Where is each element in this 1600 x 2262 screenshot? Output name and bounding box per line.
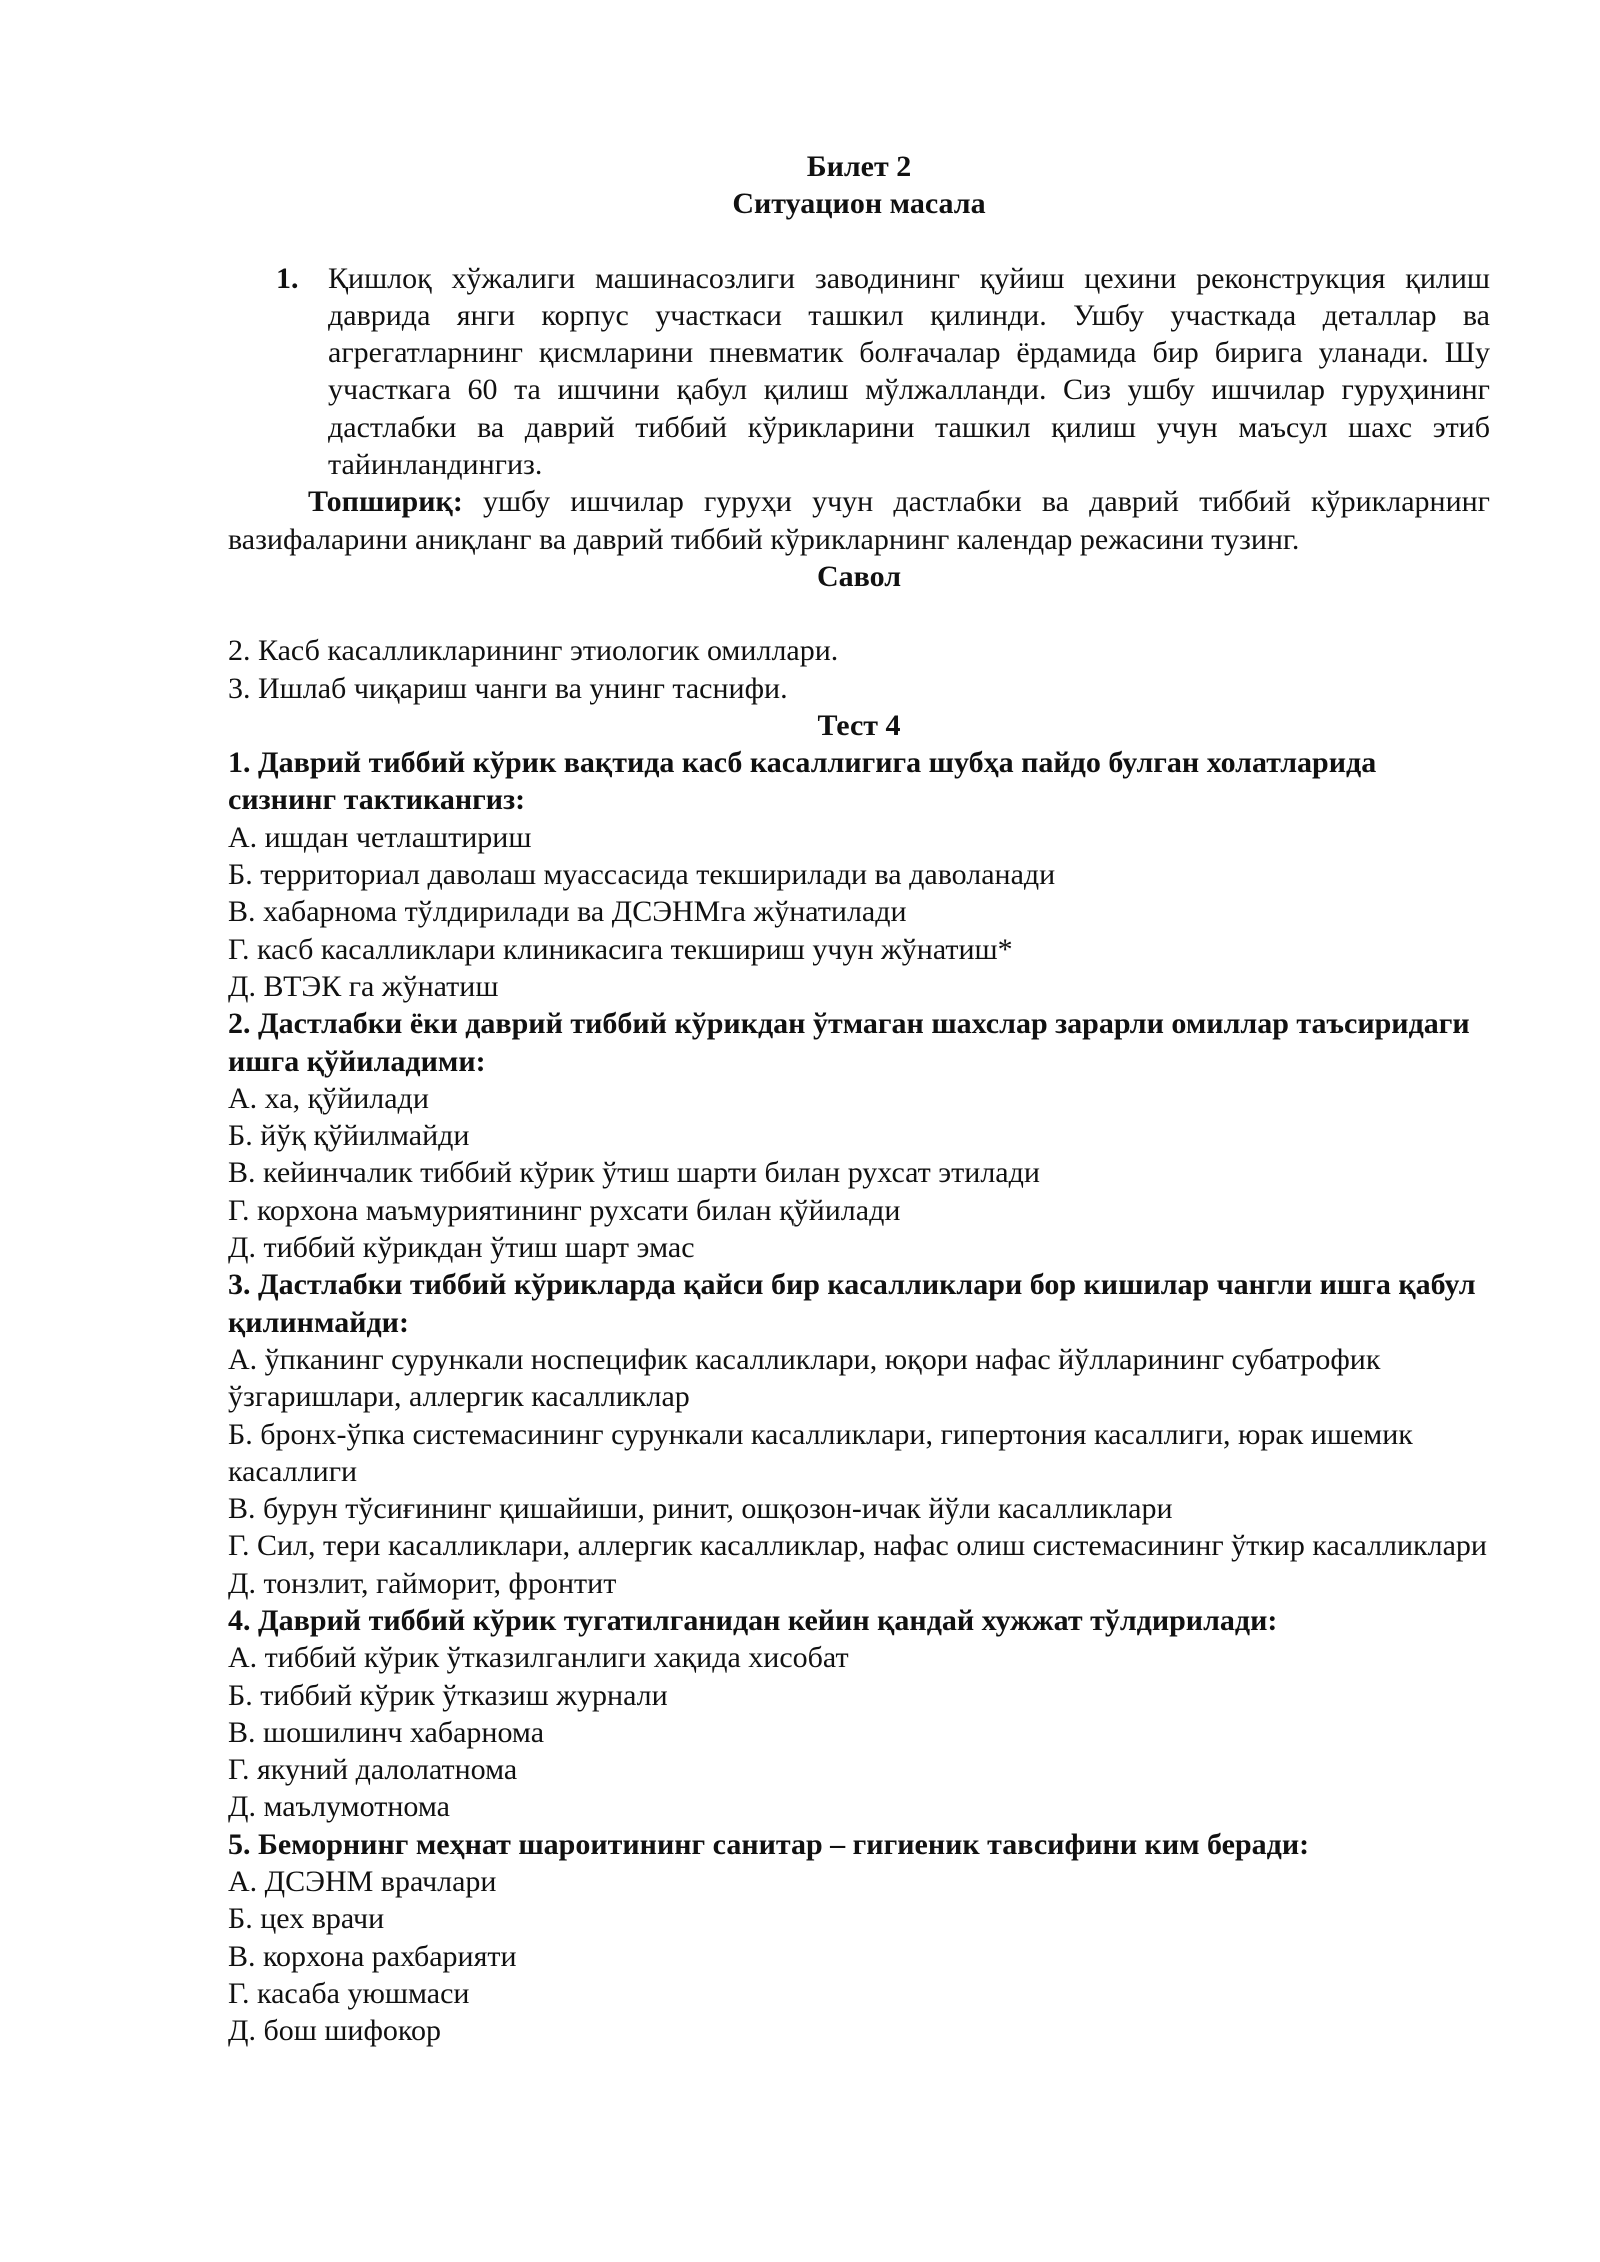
situation-number: 1.: [276, 261, 299, 295]
test-title: Тест 4: [817, 708, 901, 742]
answer-option: А. ишдан четлаштириш: [228, 820, 532, 854]
assignment-paragraph: [228, 483, 1490, 558]
test-question-block: [228, 1005, 1490, 1266]
answer-option: Д. тиббий кўрикдан ўтиш шарт эмас: [228, 1231, 695, 1265]
test-question-block: [228, 1602, 1490, 1826]
assignment-text: ушбу ишчилар гуруҳи учун дастлабки ва даврий тиббий кўрикларнинг вазифаларини аниқланг ва даврий тиббий кўрикларнинг календар режасини тузинг.: [228, 485, 1490, 556]
test-question: 1. Даврий тиббий кўрик вақтида касб касаллигига шубҳа пайдо булган холатларида сизнинг тактикангиз:: [228, 746, 1377, 817]
question-item: 3. Ишлаб чиқариш чанги ва унинг таснифи.: [228, 671, 788, 705]
test-question-block: [228, 744, 1490, 1005]
answer-option: Б. йўқ қўйилмайди: [228, 1119, 470, 1153]
answer-option: Д. ВТЭК га жўнатиш: [228, 969, 499, 1003]
situation-task: [228, 260, 1490, 484]
answer-option: А. тиббий кўрик ўтказилганлиги хақида хисобат: [228, 1641, 849, 1675]
test-question: 5. Беморнинг меҳнат шароитининг санитар – гигиеник тавсифини ким беради:: [228, 1827, 1310, 1861]
test-question: 3. Дастлабки тиббий кўрикларда қайси бир касалликлари бор кишилар чангли ишга қабул қилинмайди:: [228, 1268, 1476, 1339]
situation-title: Ситуацион масала: [732, 187, 986, 221]
answer-option: Г. Сил, тери касалликлари, аллергик касалликлар, нафас олиш системасининг ўткир касалликлари: [228, 1529, 1487, 1563]
answer-option: В. хабарнома тўлдирилади ва ДСЭНМга жўнатилади: [228, 895, 907, 929]
answer-option: Б. цех врачи: [228, 1902, 385, 1936]
answer-option: Б. тиббий кўрик ўтказиш журнали: [228, 1678, 668, 1712]
test-question: 4. Даврий тиббий кўрик тугатилганидан кейин қандай хужжат тўлдирилади:: [228, 1603, 1278, 1637]
questions-list: [228, 632, 1490, 707]
questions-title: Савол: [816, 559, 902, 593]
answer-option: В. бурун тўсиғининг қишайиши, ринит, ошқозон-ичак йўли касалликлари: [228, 1492, 1173, 1526]
answer-option: Д. бош шифокор: [228, 2014, 441, 2048]
answer-option: Д. тонзлит, гайморит, фронтит: [228, 1566, 617, 1600]
answer-option: А. ДСЭНМ врачлари: [228, 1865, 497, 1899]
question-item: 2. Касб касалликларининг этиологик омиллари.: [228, 634, 839, 668]
answer-option: В. кейинчалик тиббий кўрик ўтиш шарти билан рухсат этилади: [228, 1156, 1040, 1190]
situation-text: Қишлоқ хўжалиги машинасозлиги заводининг қуйиш цехини реконструкция қилиш даврида янги корпус участкаси ташкил қилинди. Ушбу участкада деталлар ва агрегатларнинг қисмларини пневматик болғачалар ёрдамида бир бирига уланади. Шу участкага 60 та ишчини қабул қилиш мўлжалланди. Сиз ушбу ишчилар гуруҳининг дастлабки ва даврий тиббий кўрикларини ташкил қилиш учун маъсул шахс этиб тайинландингиз.: [328, 261, 1490, 482]
ticket-title: Билет 2: [806, 150, 912, 183]
answer-option: Б. территориал даволаш муассасида текширилади ва даволанади: [228, 858, 1056, 892]
document-page: [228, 148, 1490, 2050]
answer-option: Г. якуний далолатнома: [228, 1753, 518, 1787]
answer-option: А. ха, қўйилади: [228, 1081, 429, 1115]
answer-option: Г. корхона маъмуриятининг рухсати билан қўйилади: [228, 1193, 901, 1227]
answer-option: А. ўпканинг сурункали носпецифик касалликлари, юқори нафас йўлларининг субатрофик ўзгаришлари, аллергик касалликлар: [228, 1342, 1381, 1414]
answer-option: Г. касб касалликлари клиникасига текшириш учун жўнатиш*: [228, 932, 1013, 966]
answer-option: Д. маълумотнома: [228, 1790, 450, 1824]
test-question: 2. Дастлабки ёки даврий тиббий кўрикдан ўтмаган шахслар зарарли омиллар таъсиридаги ишга қўйиладими:: [228, 1007, 1470, 1078]
test-question-block: [228, 1826, 1490, 2050]
answer-option: В. шошилинч хабарнома: [228, 1715, 545, 1749]
assignment-label: Топшириқ:: [308, 485, 463, 519]
answer-option: Г. касаба уюшмаси: [228, 1976, 470, 2010]
answer-option: Б. бронх-ўпка системасининг сурункали касалликлари, гипертония касаллиги, юрак ишемик касаллиги: [228, 1417, 1413, 1488]
answer-option: В. корхона рахбарияти: [228, 1939, 517, 1973]
test-question-block: [228, 1266, 1490, 1602]
